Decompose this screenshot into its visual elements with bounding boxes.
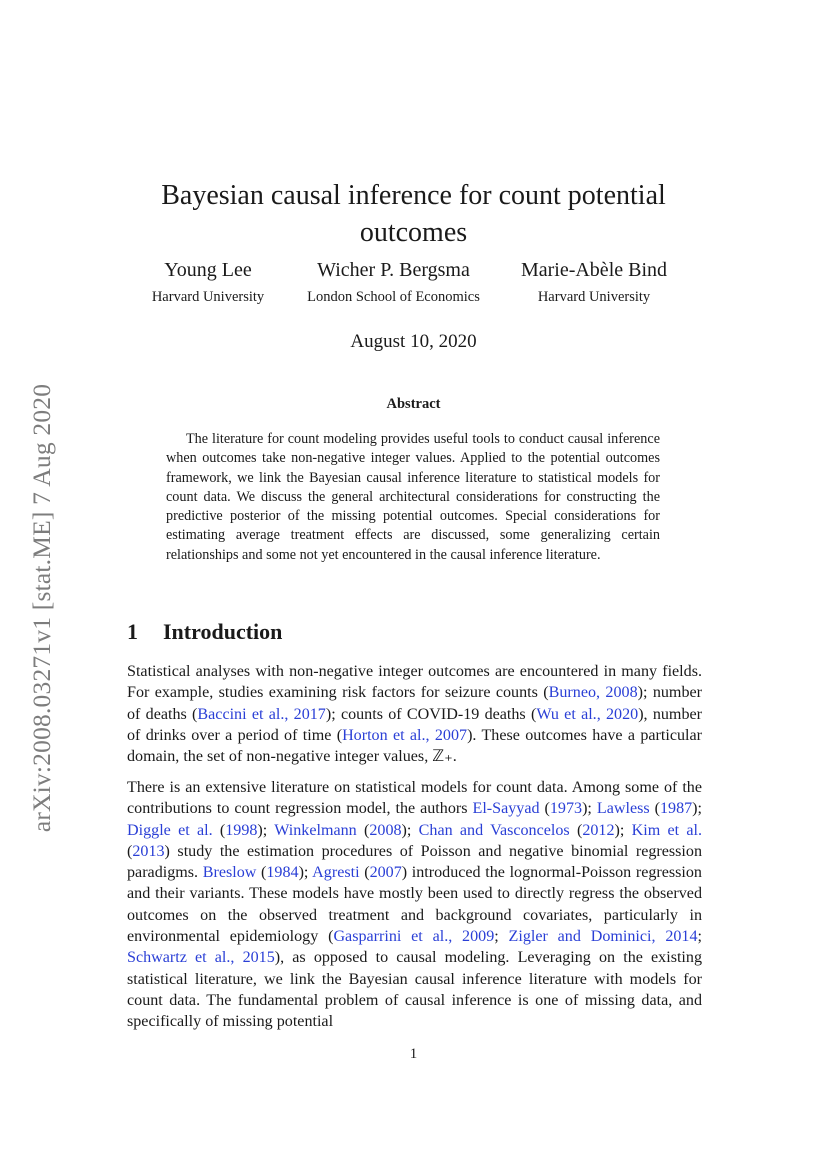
text-run: (	[649, 800, 660, 818]
text-run: );	[614, 821, 632, 839]
text-run: Statistical analyses with non-negative integer outcomes are encountered in many fields. For example, studies examining risk factors for seizure counts (	[127, 663, 702, 702]
text-run: );	[257, 821, 275, 839]
citation-link[interactable]: Baccini et al., 2017	[197, 705, 326, 723]
citation-link[interactable]: Gasparrini et al., 2009	[333, 928, 495, 946]
text-run: (	[256, 864, 267, 882]
text-run: ). These outcomes have a particular domain, the set of non-negative integer values, ℤ₊.	[127, 726, 703, 766]
text-run: ), number of drinks over a period of time (	[127, 705, 702, 744]
text-run: (	[359, 864, 370, 882]
author-1	[143, 258, 273, 308]
citation-link[interactable]: Burneo, 2008	[548, 684, 638, 702]
page-number: 1	[409, 1046, 418, 1062]
paper-date: August 10, 2020	[350, 331, 477, 352]
citation-link[interactable]: Winkelmann	[274, 821, 357, 839]
citation-link[interactable]: Kim et al.	[631, 821, 703, 839]
text-run: );	[401, 821, 419, 839]
arxiv-id: arXiv:2008.03271v1 [stat.ME] 7 Aug 2020	[27, 383, 57, 833]
author-affiliation: Harvard University	[151, 289, 265, 305]
abstract-heading: Abstract	[386, 396, 441, 412]
author-name: Wicher P. Bergsma	[317, 259, 470, 281]
text-run: ;	[494, 928, 509, 946]
text-run: );	[692, 800, 702, 818]
citation-link[interactable]: 2013	[132, 842, 165, 860]
abstract-text	[166, 430, 660, 565]
text-run: ), as opposed to causal modeling. Leveraging on the existing statistical literature, we link the Bayesian causal inference literature with models for count data. The fundamental problem of causal inference is one of missing data, and specifically of missing potential	[127, 949, 702, 1031]
citation-link[interactable]: 2012	[582, 821, 615, 839]
abstract-body: The literature for count modeling provides useful tools to conduct causal inference when outcomes take non-negative integer values. Applied to the potential outcomes framework, we link the Bayesian causal inference literature to statistical models for count data. We discuss the general architectural considerations for constructing the predictive posterior of the missing potential outcomes. Special considerations for estimating average treatment effects are discussed, some generalizing certain relationships and some not yet encountered in the causal inference literature.	[166, 431, 660, 563]
author-block	[127, 258, 700, 308]
citation-link[interactable]: 1984	[266, 864, 299, 882]
citation-link[interactable]: El-Sayyad	[472, 800, 540, 818]
author-affiliation: Harvard University	[537, 289, 651, 305]
citation-link[interactable]: Lawless	[596, 800, 650, 818]
citation-link[interactable]: Diggle et al.	[127, 821, 213, 839]
text-run: );	[298, 864, 313, 882]
citation-link[interactable]: 1987	[659, 800, 693, 818]
citation-link[interactable]: Agresti	[312, 864, 360, 882]
arxiv-stamp	[22, 358, 62, 858]
citation-link[interactable]: Chan and Vasconcelos	[418, 821, 570, 839]
citation-link[interactable]: Horton et al., 2007	[342, 726, 468, 744]
author-name: Young Lee	[164, 259, 252, 281]
text-run: (	[212, 821, 226, 839]
citation-link[interactable]: Zigler and Dominici, 2014	[508, 928, 698, 946]
text-run: ) introduced the lognormal-Poisson regression and their variants. These models have mostly been used to directly regress the observed outcomes on the observed treatment and background covariates, particularly in environmental epidemiology (	[127, 864, 702, 946]
citation-link[interactable]: 2008	[369, 821, 402, 839]
text-run: (	[356, 821, 370, 839]
citation-link[interactable]: 2007	[369, 864, 402, 882]
text-run: ); number of deaths (	[127, 684, 703, 723]
text-run: There is an extensive literature on statistical models for count data. Among some of the contributions to count regression model, the authors	[127, 779, 702, 818]
text-run: (	[569, 821, 583, 839]
citation-link[interactable]: 1973	[549, 800, 583, 818]
author-name: Marie-Abèle Bind	[520, 259, 668, 281]
section-number: 1	[127, 619, 138, 644]
intro-paragraph-2	[127, 777, 702, 1033]
paper-title: Bayesian causal inference for count potential outcomes	[161, 179, 666, 248]
text-run: ;	[697, 928, 702, 946]
citation-link[interactable]: Wu et al., 2020	[536, 705, 639, 723]
citation-link[interactable]: Schwartz et al., 2015	[127, 949, 275, 967]
citation-link[interactable]: 1998	[225, 821, 258, 839]
text-run: (	[127, 842, 133, 860]
author-3	[514, 258, 674, 308]
intro-paragraph-1	[127, 661, 702, 767]
text-run: );	[582, 800, 597, 818]
text-run: (	[539, 800, 550, 818]
author-2	[297, 258, 491, 308]
text-run: ); counts of COVID-19 deaths (	[325, 705, 537, 723]
section-title: Introduction	[163, 619, 283, 644]
section-heading	[127, 618, 700, 646]
text-run: ) study the estimation procedures of Poisson and negative binomial regression paradigms.	[127, 842, 702, 882]
citation-link[interactable]: Breslow	[202, 864, 257, 882]
author-affiliation: London School of Economics	[307, 289, 480, 305]
